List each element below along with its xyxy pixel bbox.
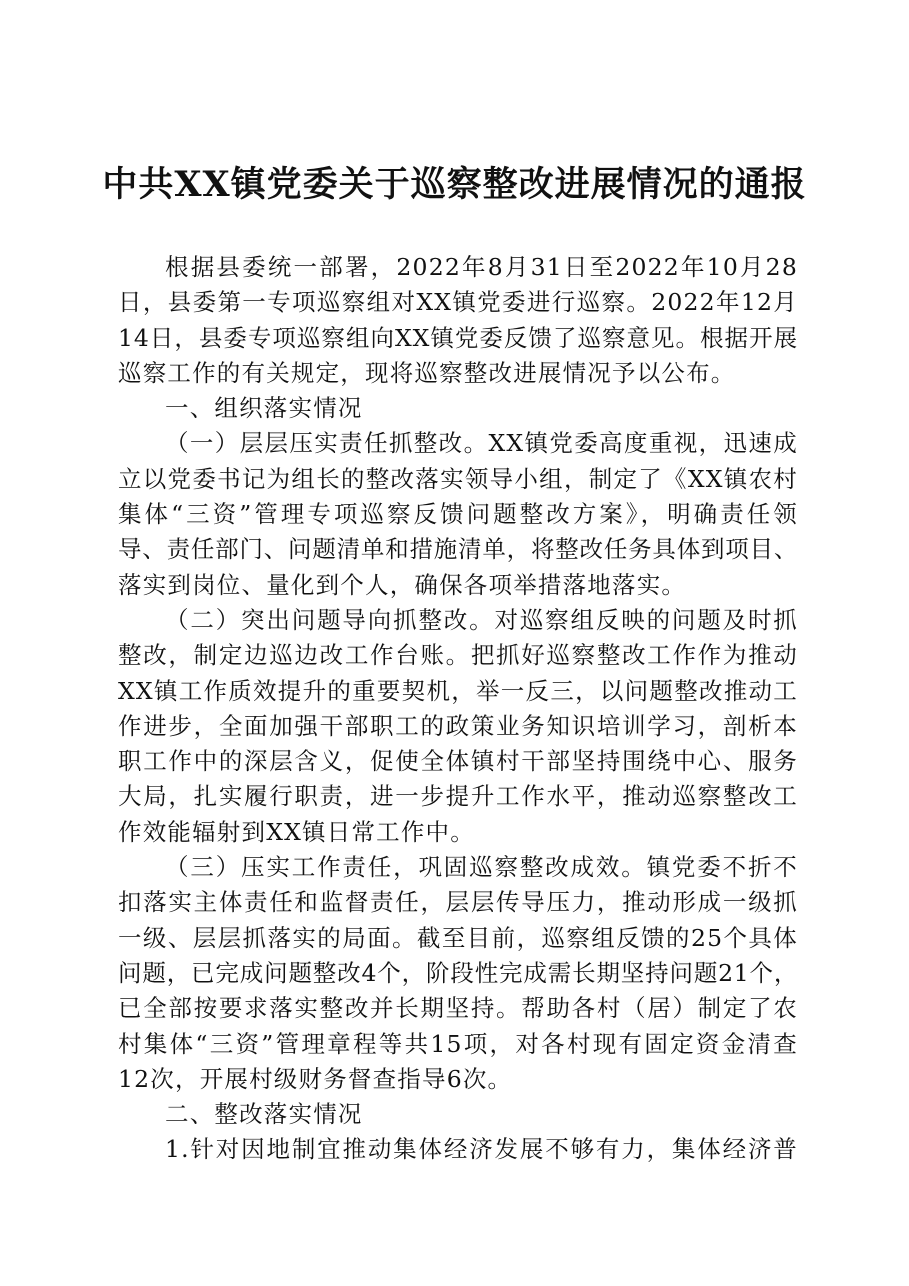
text-line: 日，县委第一专项巡察组对XX镇党委进行巡察。2022年12月 — [118, 288, 798, 317]
text-line: 问题，已完成问题整改4个，阶段性完成需长期坚持问题21个， — [118, 958, 798, 987]
text-line: 村集体“三资”管理章程等共15项，对各村现有固定资金清查 — [118, 1029, 798, 1058]
text-line: 14日，县委专项巡察组向XX镇党委反馈了巡察意见。根据开展 — [118, 323, 798, 352]
text-line: 一、组织落实情况 — [165, 394, 363, 423]
text-line: 职工作中的深层含义，促使全体镇村干部坚持围绕中心、服务 — [118, 747, 798, 776]
text-line: （三）压实工作责任，巩固巡察整改成效。镇党委不折不 — [165, 853, 798, 882]
text-line: 作效能辐射到XX镇日常工作中。 — [118, 817, 475, 846]
text-line: 导、责任部门、问题清单和措施清单，将整改任务具体到项目、 — [118, 535, 798, 564]
text-line: （一）层层压实责任抓整改。XX镇党委高度重视，迅速成 — [165, 429, 798, 458]
text-line: 大局，扎实履行职责，进一步提升工作水平，推动巡察整改工 — [118, 782, 798, 811]
text-line: 一级、层层抓落实的局面。截至目前，巡察组反馈的25个具体 — [118, 923, 798, 952]
text-line: 巡察工作的有关规定，现将巡察整改进展情况予以公布。 — [118, 358, 736, 387]
text-line: 12次，开展村级财务督查指导6次。 — [118, 1064, 513, 1093]
text-line: （二）突出问题导向抓整改。对巡察组反映的问题及时抓 — [165, 605, 798, 634]
text-line: 立以党委书记为组长的整改落实领导小组，制定了《XX镇农村 — [118, 464, 798, 493]
text-line: 整改，制定边巡边改工作台账。把抓好巡察整改工作作为推动 — [118, 641, 798, 670]
text-line: 1.针对因地制宜推动集体经济发展不够有力，集体经济普 — [165, 1135, 798, 1164]
text-line: 根据县委统一部署，2022年8月31日至2022年10月28 — [165, 253, 798, 281]
text-line: 扣落实主体责任和监督责任，层层传导压力，推动形成一级抓 — [118, 888, 798, 917]
text-line: 落实到岗位、量化到个人，确保各项举措落地落实。 — [118, 570, 687, 599]
text-line: 集体“三资”管理专项巡察反馈问题整改方案》，明确责任领 — [118, 500, 798, 529]
text-line: 二、整改落实情况 — [165, 1100, 363, 1129]
text-line: XX镇工作质效提升的重要契机，举一反三，以问题整改推动工 — [118, 676, 798, 705]
document-title: 中共XX镇党委关于巡察整改进展情况的通报 — [102, 164, 807, 205]
text-line: 已全部按要求落实整改并长期坚持。帮助各村（居）制定了农 — [118, 994, 798, 1023]
text-line: 作进步，全面加强干部职工的政策业务知识培训学习，剖析本 — [118, 711, 798, 740]
document-body — [118, 250, 798, 1168]
